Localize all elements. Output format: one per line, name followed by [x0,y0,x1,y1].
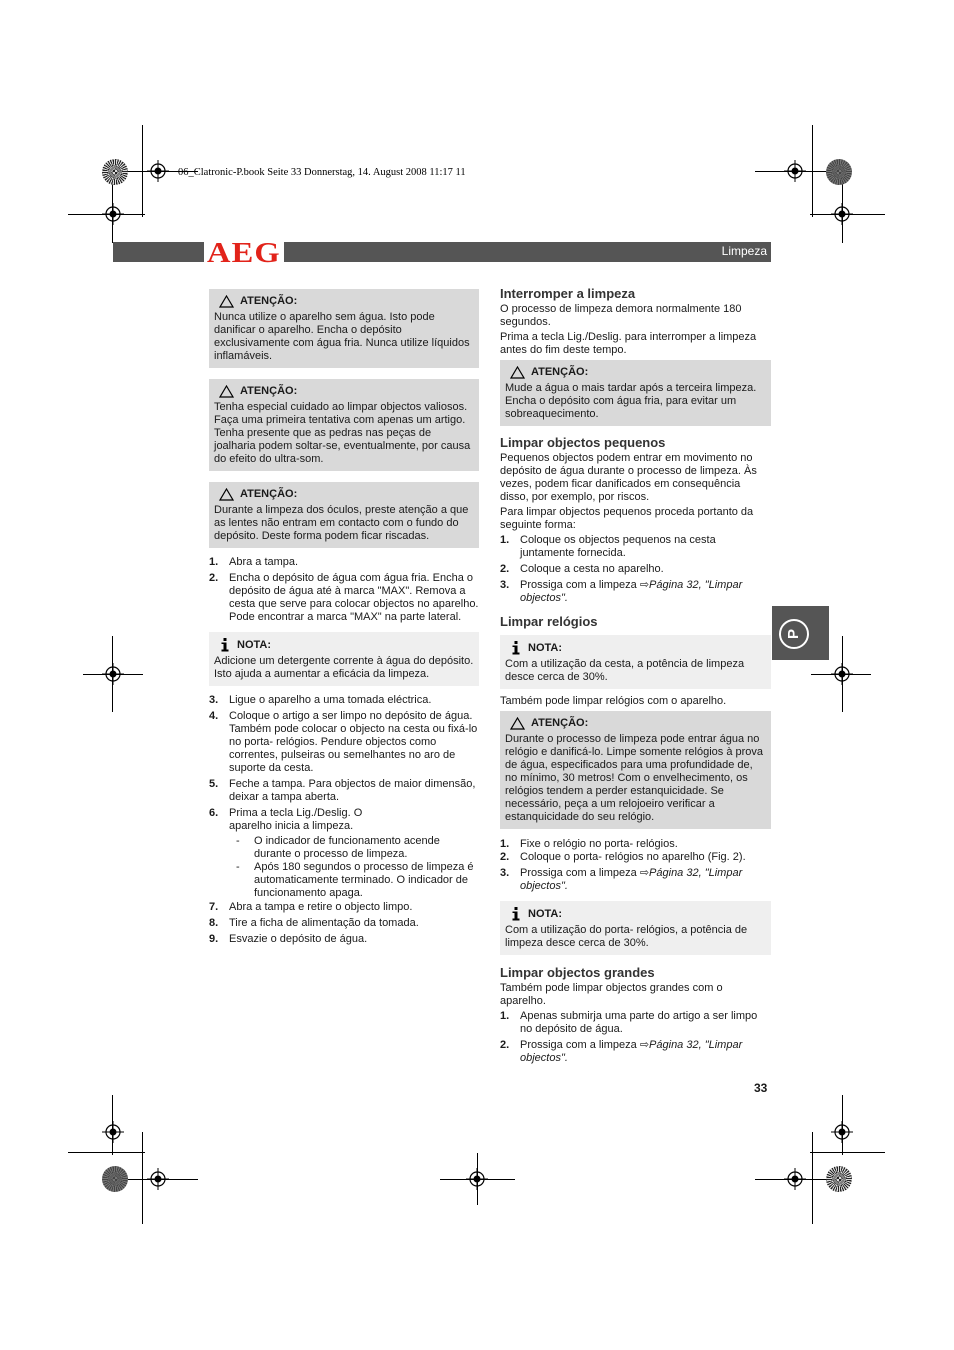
registration-mark [147,160,169,182]
note-text: Com a utilização do porta- relógios, a potência de limpeza desce cerca de 30%. [505,924,748,949]
note-text: Com a utilização da cesta, a potência de limpeza desce cerca de 30%. [505,658,745,683]
color-rosette [102,159,128,185]
list-item: 1. Fixe o relógio no porta- relógios. [500,838,678,850]
registration-mark [102,203,124,225]
list-item: 3. Prossiga com a limpeza ⇨Página 32, "Limpar objectos". [500,579,743,604]
list-item: 3. Ligue o aparelho a uma tomada eléctrica. [209,694,432,706]
color-rosette [102,1166,128,1192]
paragraph: Também pode limpar objectos grandes com o aparelho. [500,982,723,1007]
sub-list-item: - O indicador de funcionamento acende durante o processo de limpeza. [236,835,440,860]
registration-mark [831,663,853,685]
warning-box [500,711,771,829]
registration-mark [831,203,853,225]
list-item: 6. Prima a tecla Lig./Deslig. O aparelho inicia a limpeza. [209,807,363,832]
warning-label: ATENÇÃO: [531,717,589,729]
list-item: 2. Encha o depósito de água com água fria. Encha o depósito de água até à marca "MAX". Remova a cesta que serve para colocar objectos no aparelho. Pode encontrar a marca "MAX" na parte lateral. [209,572,479,623]
warning-icon [510,717,525,730]
warning-text: Tenha especial cuidado ao limpar objectos valiosos. Faça uma primeira tentativa com apenas um artigo. Tenha presente que as pedras nas peças de joalharia podem soltar-se, eventualmente, por causa do efeito do ultra-som. [214,401,471,465]
warning-box [209,482,479,548]
warning-label: ATENÇÃO: [240,385,298,397]
info-icon [510,641,522,655]
warning-label: ATENÇÃO: [240,488,298,500]
color-rosette [826,1166,852,1192]
paragraph: Pequenos objectos podem entrar em movimento no depósito de água durante o processo de limpeza. Às vezes, podem ficar danificados em consequência disso, por exemplo, por riscos. [500,452,757,503]
list-item: 1. Coloque os objectos pequenos na cesta juntamente fornecida. [500,534,716,559]
arrow-icon: ⇨ [639,867,650,879]
page-number: 33 [754,1081,768,1095]
warning-label: ATENÇÃO: [240,295,298,307]
arrow-icon: ⇨ [639,1039,650,1051]
aeg-logo: AEG [207,237,281,269]
language-tab-label: P [779,619,809,649]
info-icon [510,907,522,921]
page-reference[interactable]: Página 32, "Limpar objectos". [520,1039,743,1064]
sub-list-item: - Após 180 segundos o processo de limpeza é automaticamente terminado. O indicador de funcionamento apaga. [236,861,474,899]
list-item: 1. Abra a tampa. [209,556,299,568]
list-item: 3. Prossiga com a limpeza ⇨Página 32, "Limpar objectos". [500,867,743,892]
list-item: 7. Abra a tampa e retire o objecto limpo. [209,901,413,913]
arrow-icon: ⇨ [639,579,650,591]
right-column [500,286,771,1068]
section-heading: Interromper a limpeza [500,286,636,301]
info-icon [219,638,231,652]
note-box [500,635,771,689]
warning-text: Durante o processo de limpeza pode entrar água no relógio e danificá-lo. Limpe somente relógios à prova de água, especificados para uma profundidade de, no mínimo, 30 metros! Com o envelhecimento, os relógios tendem a perder estanquicidade. Se necessário, peça a um relojoeiro verificar a estanquicidade do seu relógio. [505,733,764,823]
list-item: 9. Esvazie o depósito de água. [209,933,368,945]
registration-mark [102,1121,124,1143]
page-reference[interactable]: Página 32, "Limpar objectos". [520,867,743,892]
warning-label: ATENÇÃO: [531,366,589,378]
warning-text: Nunca utilize o aparelho sem água. Isto pode danificar o aparelho. Encha o depósito exclusivamente com água fria. Nunca utilize líquidos inflamáveis. [214,311,470,362]
warning-box [209,379,479,471]
registration-mark [831,1121,853,1143]
warning-box [209,289,479,368]
color-rosette [826,159,852,185]
note-text: Adicione um detergente corrente à água do depósito. Isto ajuda a aumentar a eficácia da limpeza. [214,655,474,680]
list-item: 5. Feche a tampa. Para objectos de maior dimensão, deixar a tampa aberta. [209,778,476,803]
section-heading: Limpar relógios [500,614,598,629]
list-item: 2. Coloque a cesta no aparelho. [500,563,664,575]
paragraph: Prima a tecla Lig./Deslig. para interromper a limpeza antes do fim deste tempo. [500,331,757,356]
warning-box [500,360,771,426]
paragraph: O processo de limpeza demora normalmente 180 segundos. [500,303,742,328]
file-info: 06_Clatronic-P.book Seite 33 Donnerstag, 14. August 2008 11:17 11 [178,167,466,178]
warning-icon [219,488,234,501]
registration-mark [102,663,124,685]
paragraph: Também pode limpar relógios com o aparelho. [500,695,727,707]
note-label: NOTA: [528,641,563,654]
page-reference[interactable]: Página 32, "Limpar objectos". [520,579,743,604]
note-box [500,901,771,955]
list-item: 4. Coloque o artigo a ser limpo no depósito de água. Também pode colocar o objecto na cesta ou fixá-lo no porta- relógios. Pendure objectos como correntes, pulseiras ou semelhantes no aro de suporte da cesta. [209,710,478,774]
section-title: Limpeza [721,244,767,258]
list-item: 2. Prossiga com a limpeza ⇨Página 32, "Limpar objectos". [500,1039,743,1064]
registration-mark [784,1168,806,1190]
warning-icon [219,295,234,308]
list-item: 1. Apenas submirja uma parte do artigo a ser limpo no depósito de água. [500,1010,758,1035]
warning-text: Durante a limpeza dos óculos, preste atenção a que as lentes não entram em contacto com o fundo do depósito. Deste forma podem ficar riscadas. [214,504,469,542]
registration-mark [147,1168,169,1190]
warning-icon [510,366,525,379]
note-label: NOTA: [237,638,272,651]
section-heading: Limpar objectos grandes [500,965,655,980]
warning-icon [219,385,234,398]
registration-mark [466,1168,488,1190]
warning-text: Mude a água o mais tardar após a terceira limpeza. Encha o depósito com água fria, para evitar um sobreaquecimento. [505,382,757,420]
section-heading: Limpar objectos pequenos [500,435,666,450]
registration-mark [784,160,806,182]
note-label: NOTA: [528,907,563,920]
paragraph: Para limpar objectos pequenos proceda portanto da seguinte forma: [500,506,754,531]
note-box [209,632,479,686]
left-column [209,289,479,949]
list-item: 2. Coloque o porta- relógios no aparelho (Fig. 2). [500,851,746,863]
list-item: 8. Tire a ficha de alimentação da tomada. [209,917,419,929]
